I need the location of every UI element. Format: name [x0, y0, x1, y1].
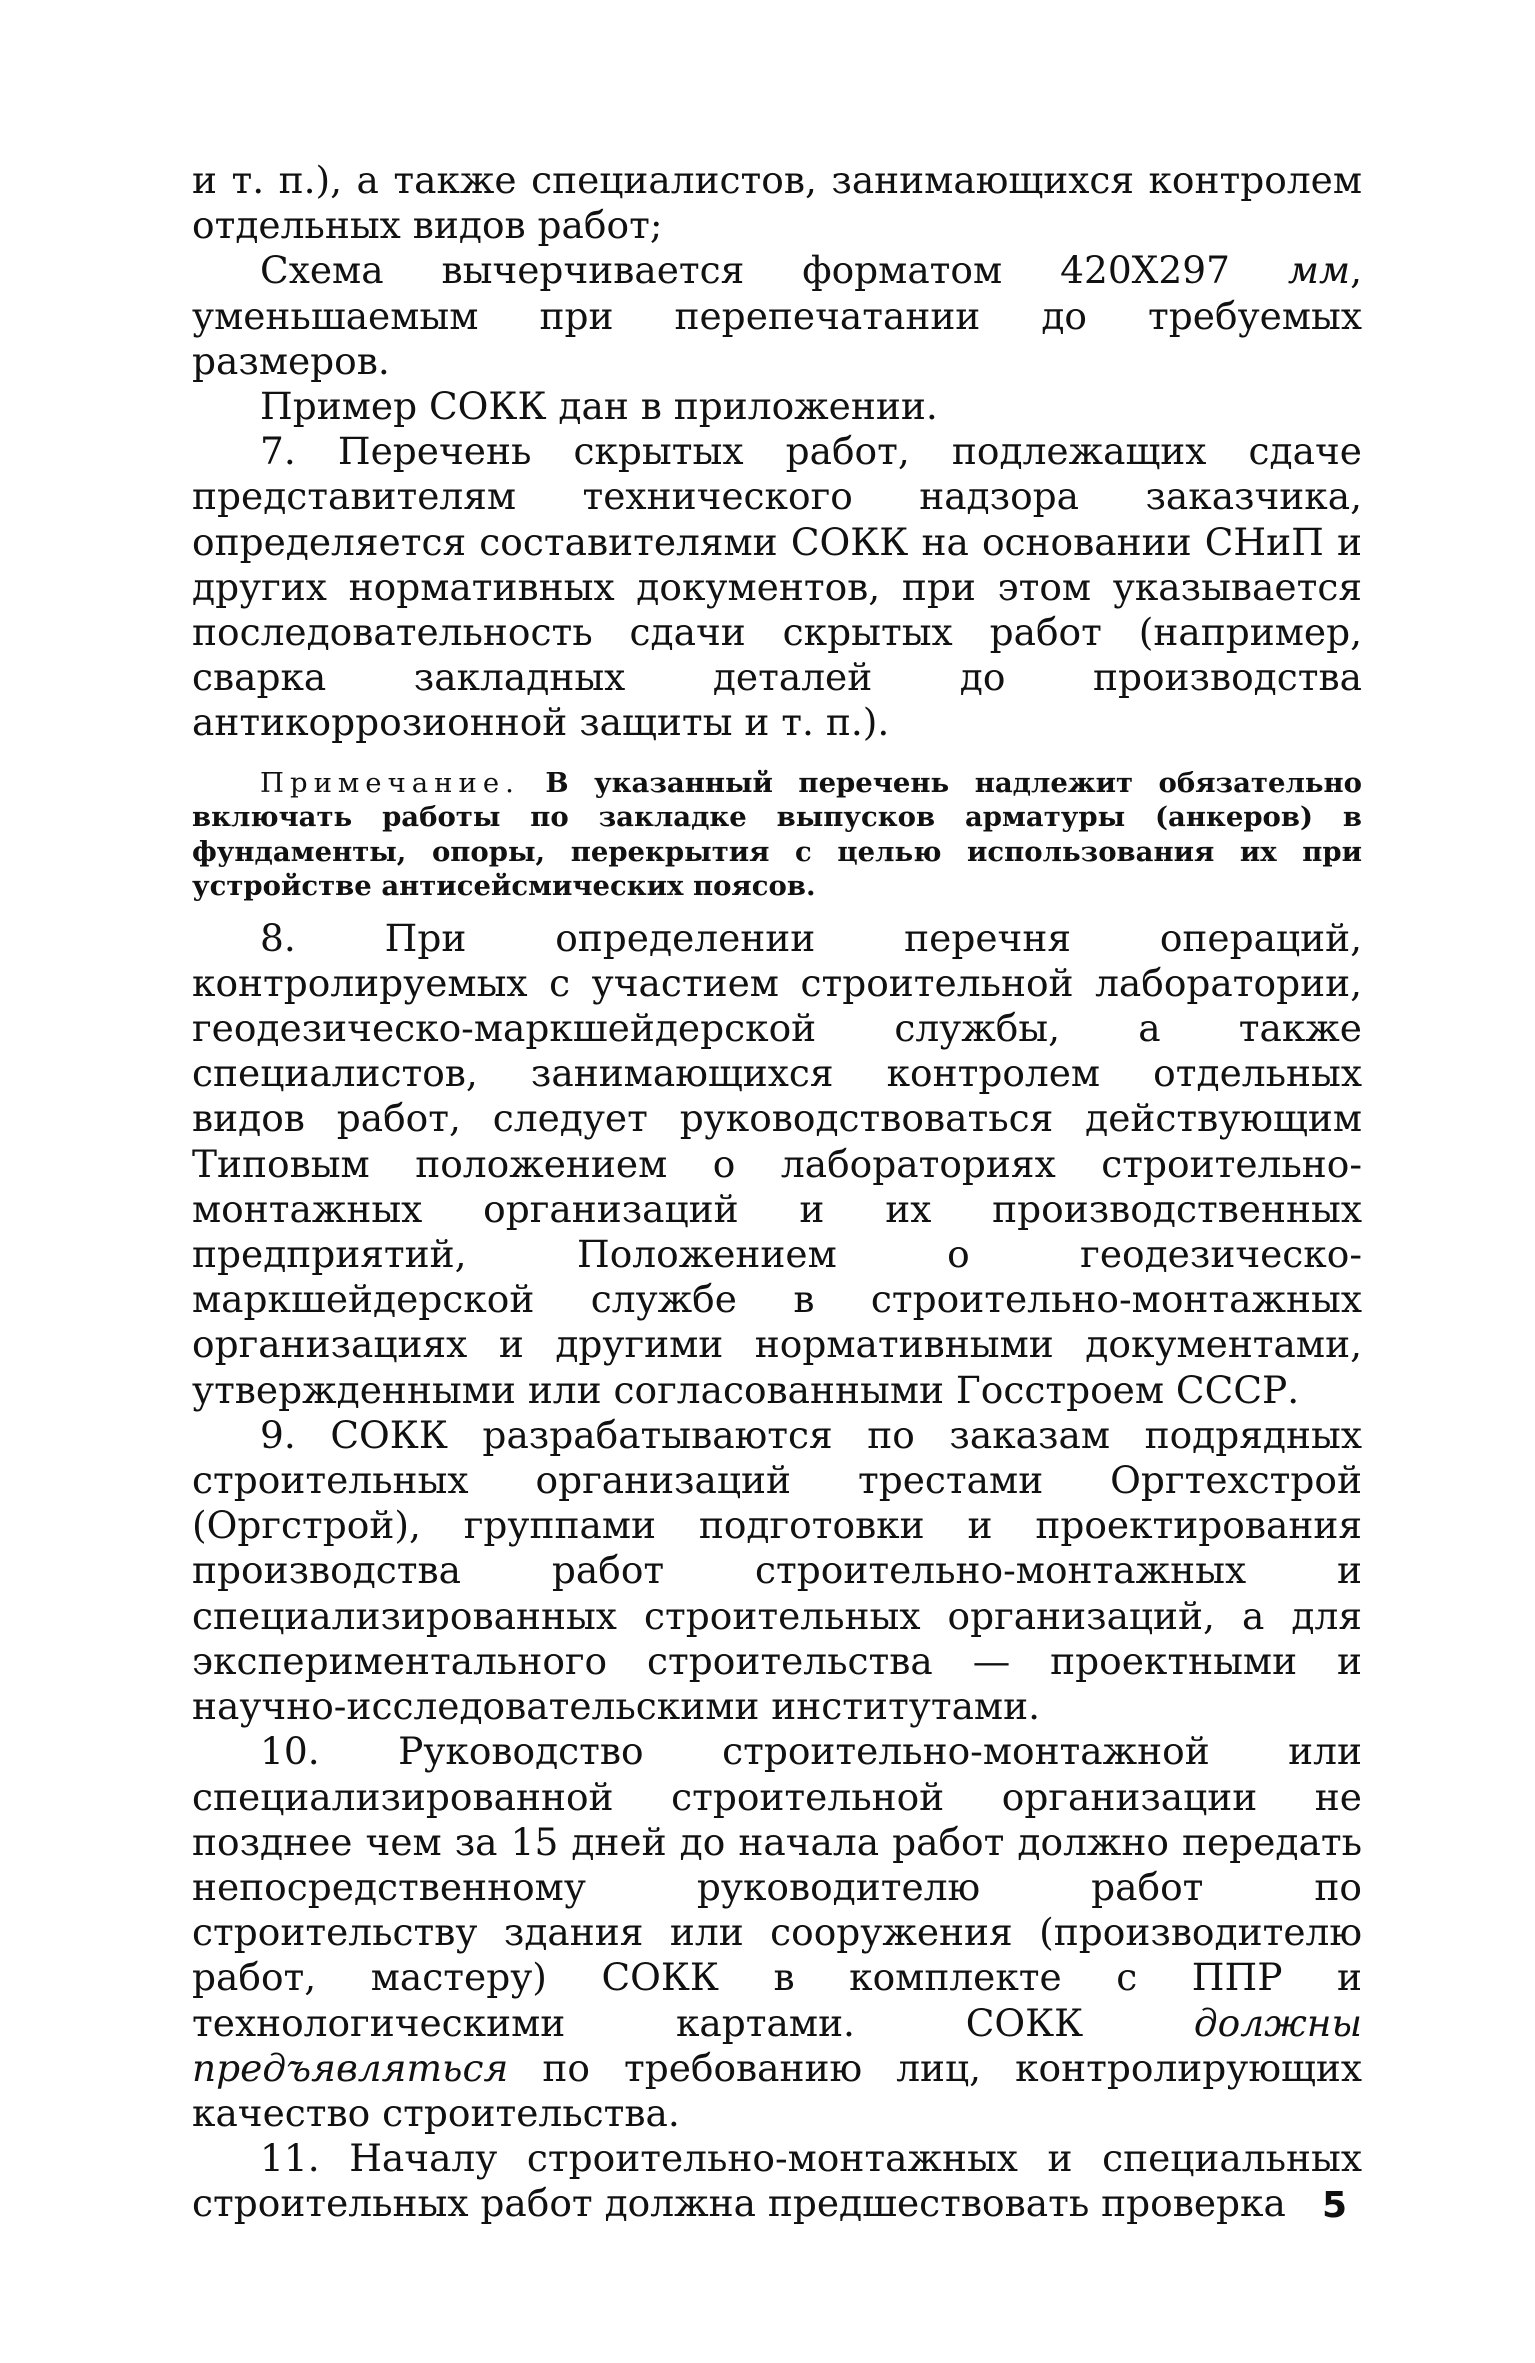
paragraph-continuation: и т. п.), а также специалистов, занимающихся контролем отдельных видов работ;: [192, 158, 1362, 248]
paragraph-10-text-end: по требованию лиц, контролирующих качество строительства.: [192, 2045, 1362, 2135]
note-label: Примечание.: [260, 766, 520, 799]
note-text: В указанный перечень надлежит обязательно включать работы по закладке выпусков арматуры (анкеров) в фундаменты, опоры, перекрытия с целью использования их при устройстве антисейсмических поясов.: [192, 766, 1362, 903]
paragraph-10-text: 10. Руководство строительно-монтажной или специализированной строительной организации не позднее чем за 15 дней до начала работ должно передать непосредственному руководителю работ по строительству здания или сооружения (производителю работ, мастеру) СОКК в комплекте с ППР и технологическими картами. СОКК: [192, 1729, 1362, 2045]
paragraph-10: [192, 1729, 1362, 2136]
paragraph-7: 7. Перечень скрытых работ, подлежащих сдаче представителям технического надзора заказчика, определяется составителями СОКК на основании СНиП и других нормативных документов, при этом указывается последовательность сдачи скрытых работ (например, сварка закладных деталей до производства антикоррозионной защиты и т. п.).: [192, 429, 1362, 745]
page-number: 5: [1322, 2185, 1348, 2226]
paragraph-11: 11. Началу строительно-монтажных и специальных строительных работ должна предшествовать проверка: [192, 2136, 1362, 2226]
document-page: [192, 158, 1362, 2227]
paragraph-10-italic: должны предъявляться: [192, 2000, 1362, 2090]
unit-mm: мм: [1287, 248, 1351, 293]
scheme-format-text: Схема вычерчивается форматом 420X297: [260, 248, 1230, 293]
paragraph-9: 9. СОКК разрабатываются по заказам подрядных строительных организаций трестами Оргтехстрой (Оргстрой), группами подготовки и проектирования производства работ строительно-монтажных и специализированных строительных организаций, а для экспериментального строительства — проектными и научно-исследовательскими институтами.: [192, 1412, 1362, 1729]
scheme-format-text-end: , уменьшаемым при перепечатании до требуемых размеров.: [192, 248, 1363, 383]
note-block: [192, 766, 1362, 904]
paragraph-8: 8. При определении перечня операций, контролируемых с участием строительной лаборатории, геодезическо-маркшейдерской службы, а также специалистов, занимающихся контролем отдельных видов работ, следует руководствоваться действующим Типовым положением о лабораториях строительно-монтажных организаций и их производственных предприятий, Положением о геодезическо-маркшейдерской службе в строительно-монтажных организациях и другими нормативными документами, утвержденными или согласованными Госстроем СССР.: [192, 915, 1362, 1412]
paragraph-scheme-format: [192, 248, 1362, 384]
paragraph-example: Пример СОКК дан в приложении.: [260, 384, 938, 429]
